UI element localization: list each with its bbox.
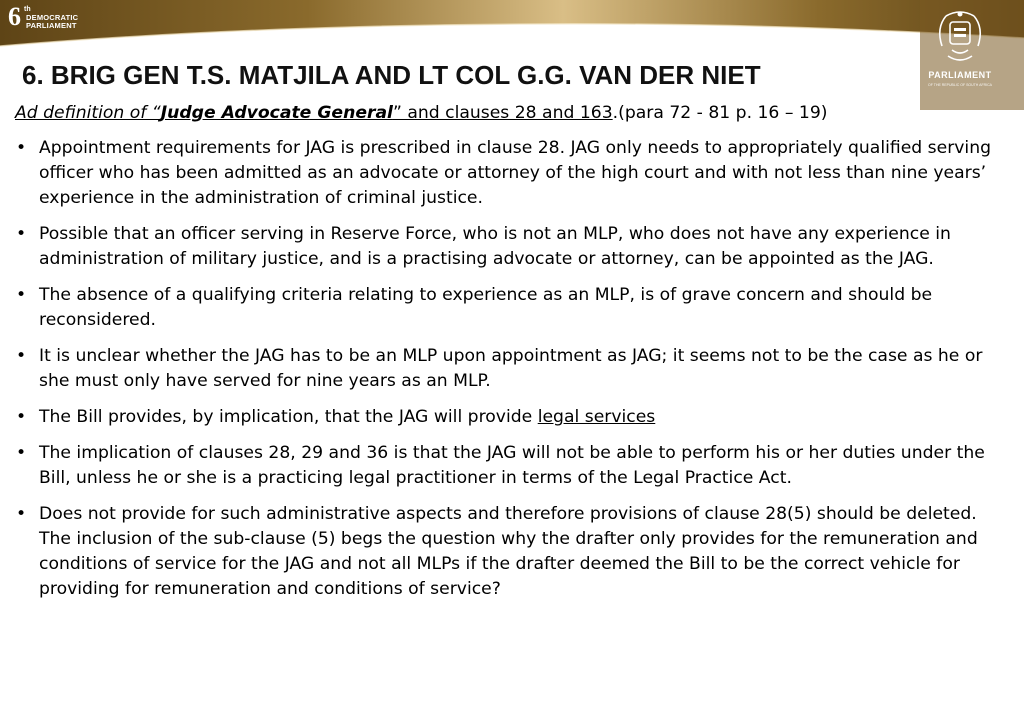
intro-part-3: ” and clauses 28 and 163 [392, 103, 613, 123]
bullet-icon: • [16, 285, 27, 305]
logo-number: 6 [8, 2, 21, 31]
logo-line-1: DEMOCRATIC [26, 13, 79, 22]
bullet-item [15, 441, 1000, 491]
bullet-underlined-term: legal services [537, 407, 656, 427]
bullet-icon: • [16, 443, 27, 463]
bullet-text: The absence of a qualifying criteria relating to experience as an MLP, is of grave concern and should be reconsidered. [39, 285, 933, 330]
bullet-icon: • [16, 504, 27, 524]
header-banner [0, 0, 1024, 60]
slide-body [15, 101, 1000, 613]
bullet-text: Appointment requirements for JAG is prescribed in clause 28. JAG only needs to appropriately qualified serving officer who has been admitted as an advocate or attorney of the high court and with not less than nine years’ experience in the administration of criminal justice. [39, 138, 992, 208]
bullet-text: It is unclear whether the JAG has to be an MLP upon appointment as JAG; it seems not to be the case as he or she must only have served for nine years as an MLP. [39, 346, 983, 391]
bullet-text: Does not provide for such administrative aspects and therefore provisions of clause 28(5) should be deleted. The inclusion of the sub-clause (5) begs the question why the drafter only provides for the remuneration and conditions of service for the JAG and not all MLPs if the drafter deemed the Bill to be the correct vehicle for providing for remuneration and conditions of service? [39, 504, 978, 599]
bullet-text: Possible that an officer serving in Reserve Force, who is not an MLP, who does not have any experience in administration of military justice, and is a practising advocate or attorney, can be appointed as the JAG. [39, 224, 951, 269]
bullet-icon: • [16, 138, 27, 158]
bullet-icon: • [16, 407, 27, 427]
parliament-logo [920, 4, 1020, 104]
bullet-icon: • [16, 224, 27, 244]
intro-part-4: .(para 72 - 81 p. 16 – 19) [612, 103, 828, 123]
logo-superscript: th [24, 6, 31, 13]
bullet-text: The implication of clauses 28, 29 and 36 is that the JAG will not be able to perform his or her duties under the Bill, unless he or she is a practicing legal practitioner in terms of the Legal Practice Act. [39, 443, 985, 488]
intro-part-1: Ad definition of “ [15, 103, 161, 123]
slide-title: 6. BRIG GEN T.S. MATJILA AND LT COL G.G. VAN DER NIET [22, 60, 761, 90]
logo-line-2: PARLIAMENT [26, 21, 77, 30]
bullet-list [15, 136, 1000, 602]
bullet-item [15, 222, 1000, 272]
parliament-crest-icon [932, 6, 988, 68]
bullet-item [15, 405, 1000, 430]
intro-definition [15, 103, 613, 123]
bullet-item [15, 136, 1000, 211]
intro-line [15, 101, 1000, 126]
sixth-democratic-parliament-logo [6, 4, 86, 32]
intro-term: Judge Advocate General [160, 103, 393, 123]
bullet-text: The Bill provides, by implication, that the JAG will provide [39, 407, 538, 427]
parliament-subtitle: OF THE REPUBLIC OF SOUTH AFRICA [928, 83, 992, 87]
bullet-icon: • [16, 346, 27, 366]
parliament-name: PARLIAMENT [928, 70, 992, 80]
bullet-item [15, 502, 1000, 602]
bullet-item [15, 283, 1000, 333]
bullet-item [15, 344, 1000, 394]
